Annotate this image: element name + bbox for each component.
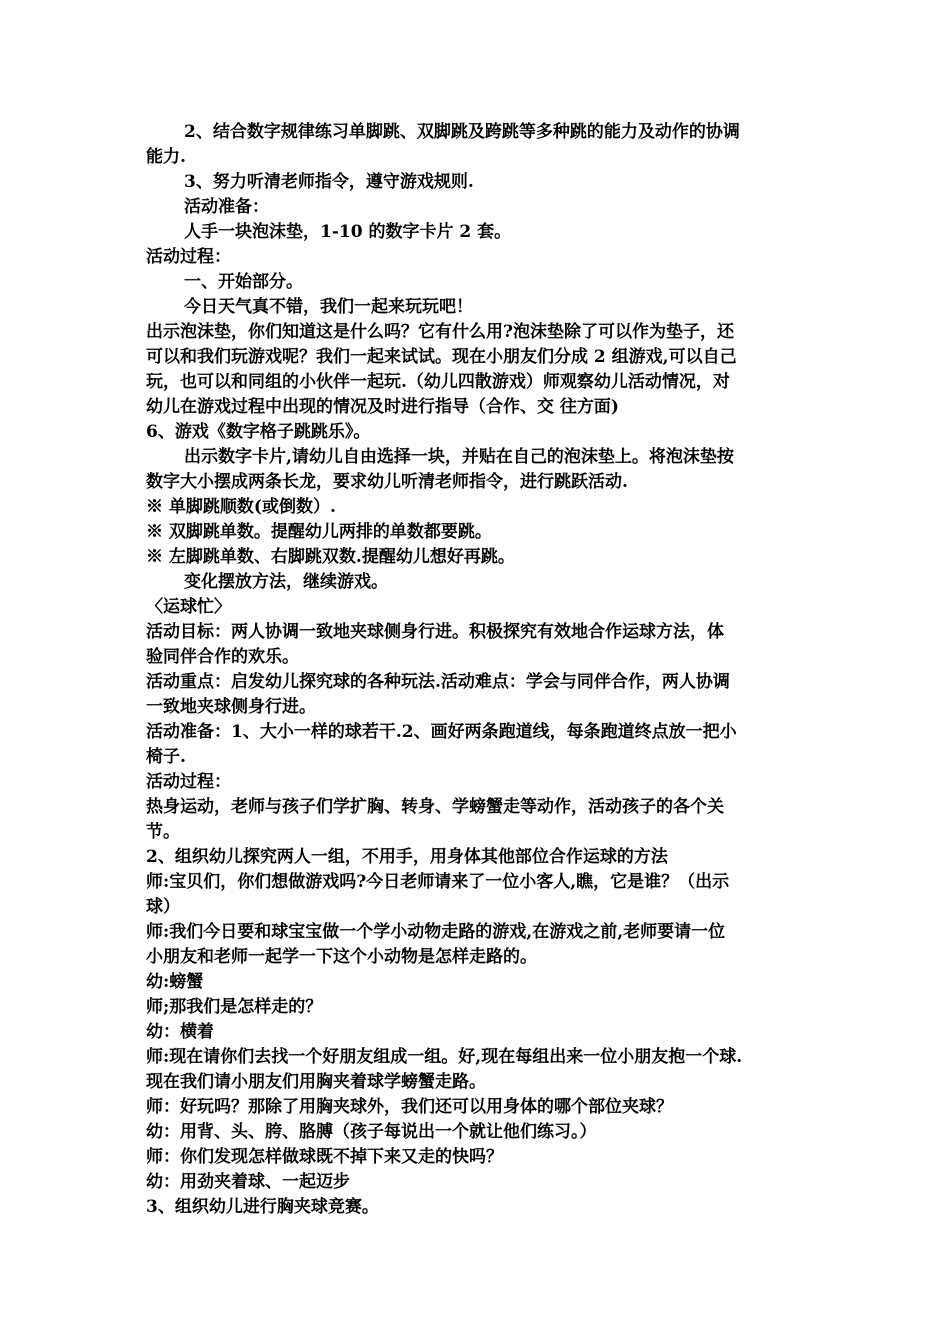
text-line: 椅子. — [146, 747, 186, 767]
text-line: 热身运动，老师与孩子们学扩胸、转身、学螃蟹走等动作，活动孩子的各个关 — [146, 797, 724, 817]
text-line: 〈运球忙〉 — [146, 597, 231, 617]
text-line: 6、游戏《数字格子跳跳乐》。 — [146, 422, 371, 442]
text-line: 幼：横着 — [146, 1022, 214, 1042]
text-line: 活动准备： — [184, 197, 269, 217]
text-line: 节。 — [146, 822, 180, 842]
text-line: 活动过程： — [146, 247, 231, 267]
text-line: 小朋友和老师一起学一下这个小动物是怎样走路的。 — [146, 947, 537, 967]
text-line: 2、组织幼儿探究两人一组，不用手，用身体其他部位合作运球的方法 — [146, 847, 668, 867]
text-line: 变化摆放方法，继续游戏。 — [184, 572, 388, 592]
text-line: 可以和我们玩游戏呢？我们一起来试试。现在小朋友们分成 2 组游戏,可以自己 — [146, 347, 737, 367]
text-line: 幼儿在游戏过程中出现的情况及时进行指导（合作、交 往方面) — [146, 397, 619, 417]
text-line: 玩，也可以和同组的小伙伴一起玩.（幼儿四散游戏）师观察幼儿活动情况，对 — [146, 372, 730, 392]
text-line: 活动准备：1、大小一样的球若干.2、画好两条跑道线，每条跑道终点放一把小 — [146, 722, 737, 742]
text-line: 幼：用劲夹着球、一起迈步 — [146, 1172, 350, 1192]
text-line: 活动过程： — [146, 772, 231, 792]
text-line: 师:宝贝们，你们想做游戏吗?今日老师请来了一位小客人,瞧，它是谁？（出示 — [146, 872, 730, 892]
text-line: 现在我们请小朋友们用胸夹着球学螃蟹走路。 — [146, 1072, 486, 1092]
text-line: 人手一块泡沫垫，1-10 的数字卡片 2 套。 — [184, 222, 512, 242]
text-line: ※ 单脚跳顺数(或倒数）. — [146, 497, 336, 517]
text-line: 3、组织幼儿进行胸夹球竞赛。 — [146, 1197, 379, 1217]
text-line: 幼:螃蟹 — [146, 972, 204, 992]
text-line: ※ 左脚跳单数、右脚跳双数.提醒幼儿想好再跳。 — [146, 547, 515, 567]
text-line: 幼：用背、头、胯、胳膊（孩子每说出一个就让他们练习。） — [146, 1122, 597, 1142]
text-line: 一、开始部分。 — [184, 272, 303, 292]
text-line: 3、努力听清老师指令，遵守游戏规则. — [184, 172, 474, 192]
text-line: 出示泡沫垫，你们知道这是什么吗？它有什么用?泡沫垫除了可以作为垫子，还 — [146, 322, 734, 342]
text-line: 验同伴合作的欢乐。 — [146, 647, 299, 667]
text-line: 今日天气真不错，我们一起来玩玩吧！ — [184, 297, 473, 317]
text-line: ※ 双脚跳单数。提醒幼儿两排的单数都要跳。 — [146, 522, 492, 542]
text-line: 师;那我们是怎样走的？ — [146, 997, 323, 1017]
text-line: 出示数字卡片,请幼儿自由选择一块，并贴在自己的泡沫垫上。将泡沫垫按 — [184, 447, 734, 467]
text-line: 球） — [146, 897, 180, 917]
text-line: 一致地夹球侧身行进。 — [146, 697, 316, 717]
text-line: 数字大小摆成两条长龙，要求幼儿听清老师指令，进行跳跃活动. — [146, 472, 628, 492]
text-line: 活动重点：启发幼儿探究球的各种玩法.活动难点：学会与同伴合作，两人协调 — [146, 672, 730, 692]
document-body — [146, 120, 816, 1220]
text-line: 师：你们发现怎样做球既不掉下来又走的快吗？ — [146, 1147, 503, 1167]
text-line: 2、结合数字规律练习单脚跳、双脚跳及跨跳等多种跳的能力及动作的协调 — [184, 122, 740, 142]
text-line: 师:我们今日要和球宝宝做一个学小动物走路的游戏,在游戏之前,老师要请一位 — [146, 922, 726, 942]
text-line: 师:现在请你们去找一个好朋友组成一组。好,现在每组出来一位小朋友抱一个球. — [146, 1047, 743, 1067]
text-line: 师：好玩吗？那除了用胸夹球外，我们还可以用身体的哪个部位夹球？ — [146, 1097, 673, 1117]
text-line: 活动目标：两人协调一致地夹球侧身行进。积极探究有效地合作运球方法，体 — [146, 622, 724, 642]
text-line: 能力. — [146, 147, 186, 167]
